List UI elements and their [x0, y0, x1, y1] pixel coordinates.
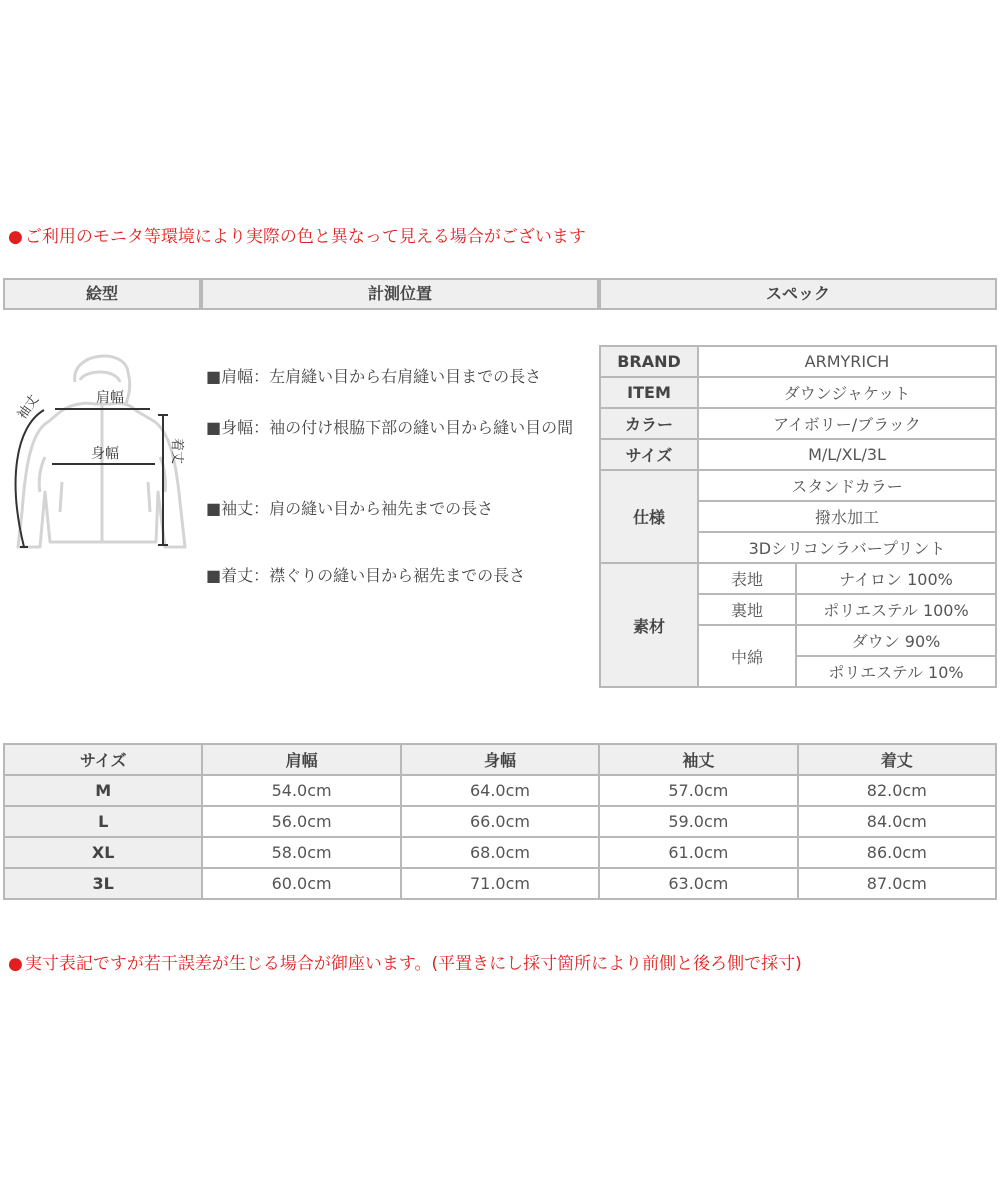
table-cell: 64.0cm: [401, 775, 599, 806]
spec-value: ダウン 90%: [796, 625, 996, 656]
table-cell: 58.0cm: [202, 837, 400, 868]
jacket-diagram: [0, 342, 195, 562]
size-header-cell: 身幅: [401, 744, 599, 775]
spec-subkey: 裏地: [698, 594, 796, 625]
table-cell: 71.0cm: [401, 868, 599, 899]
table-cell: 57.0cm: [599, 775, 797, 806]
table-cell: 87.0cm: [798, 868, 996, 899]
size-header-cell: 肩幅: [202, 744, 400, 775]
label-sleeve: 袖丈: [14, 392, 43, 423]
size-table: [3, 743, 997, 900]
spec-value: ポリエステル 10%: [796, 656, 996, 687]
size-header-cell: 袖丈: [599, 744, 797, 775]
table-row: [4, 868, 996, 899]
spec-row-features: [600, 470, 996, 501]
table-cell: 54.0cm: [202, 775, 400, 806]
table-row: [4, 837, 996, 868]
spec-key: サイズ: [600, 439, 698, 470]
table-cell: 56.0cm: [202, 806, 400, 837]
table-cell: 86.0cm: [798, 837, 996, 868]
bullet: ●: [8, 954, 23, 974]
size-label: L: [4, 806, 202, 837]
spec-value: 撥水加工: [698, 501, 996, 532]
spec-value: ARMYRICH: [698, 346, 996, 377]
table-cell: 82.0cm: [798, 775, 996, 806]
spec-row-color: [600, 408, 996, 439]
measurement-disclaimer: [8, 949, 802, 974]
table-cell: 63.0cm: [599, 868, 797, 899]
table-row: [4, 806, 996, 837]
measurement-body: ■身幅：袖の付け根脇下部の縫い目から縫い目の間: [206, 418, 574, 437]
size-label: XL: [4, 837, 202, 868]
spec-key: 仕様: [600, 470, 698, 563]
measurement-shoulder: ■肩幅：左肩縫い目から右肩縫い目までの長さ: [206, 367, 542, 386]
size-label: M: [4, 775, 202, 806]
spec-row-brand: [600, 346, 996, 377]
size-label: 3L: [4, 868, 202, 899]
spec-value: ダウンジャケット: [698, 377, 996, 408]
table-cell: 59.0cm: [599, 806, 797, 837]
spec-key: ITEM: [600, 377, 698, 408]
header-diagram: 絵型: [3, 278, 201, 310]
spec-value: M/L/XL/3L: [698, 439, 996, 470]
measurement-sleeve: ■袖丈：肩の縫い目から袖先までの長さ: [206, 499, 494, 518]
spec-subkey: 中綿: [698, 625, 796, 687]
spec-key: カラー: [600, 408, 698, 439]
color-disclaimer: [8, 222, 586, 247]
header-spec: スペック: [599, 278, 997, 310]
label-length: 着丈: [169, 438, 184, 465]
spec-row-material: [600, 563, 996, 594]
size-table-header: [4, 744, 996, 775]
spec-value: ポリエステル 100%: [796, 594, 996, 625]
size-header-cell: 着丈: [798, 744, 996, 775]
spec-table: [599, 345, 997, 688]
spec-key: 素材: [600, 563, 698, 687]
measurement-length: ■着丈：襟ぐりの縫い目から裾先までの長さ: [206, 566, 526, 585]
spec-row-item: [600, 377, 996, 408]
size-header-cell: サイズ: [4, 744, 202, 775]
table-cell: 61.0cm: [599, 837, 797, 868]
bullet: ●: [8, 227, 23, 247]
spec-key: BRAND: [600, 346, 698, 377]
spec-value: アイボリー/ブラック: [698, 408, 996, 439]
label-shoulder: 肩幅: [96, 390, 124, 406]
spec-value: 3Dシリコンラバープリント: [698, 532, 996, 563]
table-cell: 68.0cm: [401, 837, 599, 868]
table-row: [4, 775, 996, 806]
table-cell: 66.0cm: [401, 806, 599, 837]
header-measurement-position: 計測位置: [201, 278, 599, 310]
table-cell: 60.0cm: [202, 868, 400, 899]
spec-value: スタンドカラー: [698, 470, 996, 501]
color-disclaimer-text: ご利用のモニタ等環境により実際の色と異なって見える場合がございます: [24, 227, 586, 247]
spec-value: ナイロン 100%: [796, 563, 996, 594]
label-body: 身幅: [91, 446, 119, 462]
measurement-disclaimer-text: 実寸表記ですが若干誤差が生じる場合が御座います。(平置きにし採寸箇所により前側と後ろ側で採寸): [24, 954, 802, 974]
table-cell: 84.0cm: [798, 806, 996, 837]
spec-subkey: 表地: [698, 563, 796, 594]
spec-row-size: [600, 439, 996, 470]
